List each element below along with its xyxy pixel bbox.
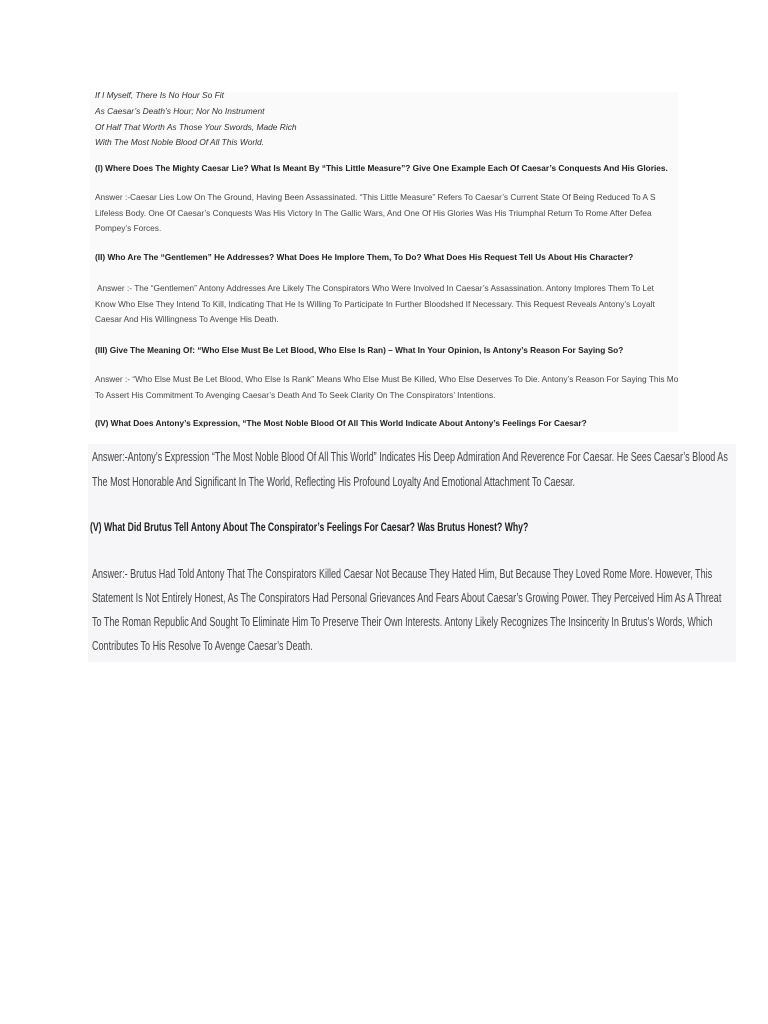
- answer-screenshot: [88, 444, 736, 662]
- answer-line: Know Who Else They Intend To Kill, Indicating That He Is Willing To Participate In Further Bloodshed If Necessary. This Request Reveals Antony’s Loyalt: [95, 298, 655, 309]
- excerpt-line: With The Most Noble Blood Of All This World.: [95, 137, 265, 147]
- answer-line: Answer:-Antony’s Expression “The Most Noble Blood Of All This World” Indicates His Deep Admiration And Reverence For Caesar. He Sees Caesar’s Blood As: [92, 450, 728, 464]
- answer-line: To Assert His Commitment To Avenging Caesar’s Death And To Seek Clarity On The Conspirators’ Intentions.: [95, 389, 496, 400]
- excerpt-line: If I Myself, There Is No Hour So Fit: [95, 92, 224, 100]
- answer-line: To The Roman Republic And Sought To Eliminate Him To Preserve Their Own Interests. Antony Likely Recognizes The Insincerity In Brutus’s Words, Which: [92, 615, 713, 629]
- question-heading: (II) Who Are The “Gentlemen” He Addresses? What Does He Implore Them, To Do? What Does His Request Tell Us About His Character?: [95, 252, 634, 262]
- answer-line: Pompey’s Forces.: [95, 223, 162, 233]
- question-heading: (IV) What Does Antony’s Expression, “The Most Noble Blood Of All This World Indicate About Antony’s Feelings For Caesar?: [95, 418, 587, 428]
- answer-line: Answer :-Caesar Lies Low On The Ground, Having Been Assassinated. “This Little Measure” Refers To Caesar’s Current State Of Being Reduced To A S: [95, 192, 656, 202]
- question-heading: (I) Where Does The Mighty Caesar Lie? What Is Meant By “This Little Measure”? Give One Example Each Of Caesar’s Conquests And His Glories.: [95, 163, 668, 173]
- answer-line: Caesar And His Willingness To Avenge His Death.: [95, 314, 279, 324]
- question-heading: (V) What Did Brutus Tell Antony About The Conspirator’s Feelings For Caesar? Was Brutus Honest? Why?: [90, 520, 529, 534]
- answer-line: Contributes To His Resolve To Avenge Caesar’s Death.: [92, 639, 313, 653]
- answer-line: Answer :- “Who Else Must Be Let Blood, Who Else Is Rank” Means Who Else Must Be Killed, Who Else Deserves To Die. Antony’s Reason For Saying This Mo: [95, 374, 678, 384]
- excerpt-screenshot: [90, 92, 678, 432]
- answer-line: The Most Honorable And Significant In The World, Reflecting His Profound Loyalty And Emotional Attachment To Caesar.: [92, 475, 576, 489]
- answer-line: Answer :- The “Gentlemen” Antony Addresses Are Likely The Conspirators Who Were Involved In Caesar’s Assassination. Antony Implores Them To Let: [97, 283, 654, 293]
- question-heading: (III) Give The Meaning Of: “Who Else Must Be Let Blood, Who Else Is Ran) – What In Your Opinion, Is Antony’s Reason For Saying So?: [95, 345, 624, 355]
- excerpt-line: As Caesar’s Death’s Hour; Nor No Instrument: [95, 106, 265, 116]
- answer-line: Lifeless Body. One Of Caesar’s Conquests Was His Victory In The Gallic Wars, And One Of His Glories Was His Triumphal Return To Rome After Defea: [95, 207, 652, 218]
- answer-line: Statement Is Not Entirely Honest, As The Conspirators Had Personal Grievances And Fears About Caesar’s Growing Power. They Perceived Him As A Threat: [92, 591, 722, 605]
- answer-line: Answer:- Brutus Had Told Antony That The Conspirators Killed Caesar Not Because They Hated Him, But Because They Loved Rome More. However, This: [92, 567, 713, 581]
- excerpt-line: Of Half That Worth As Those Your Swords, Made Rich: [95, 121, 297, 132]
